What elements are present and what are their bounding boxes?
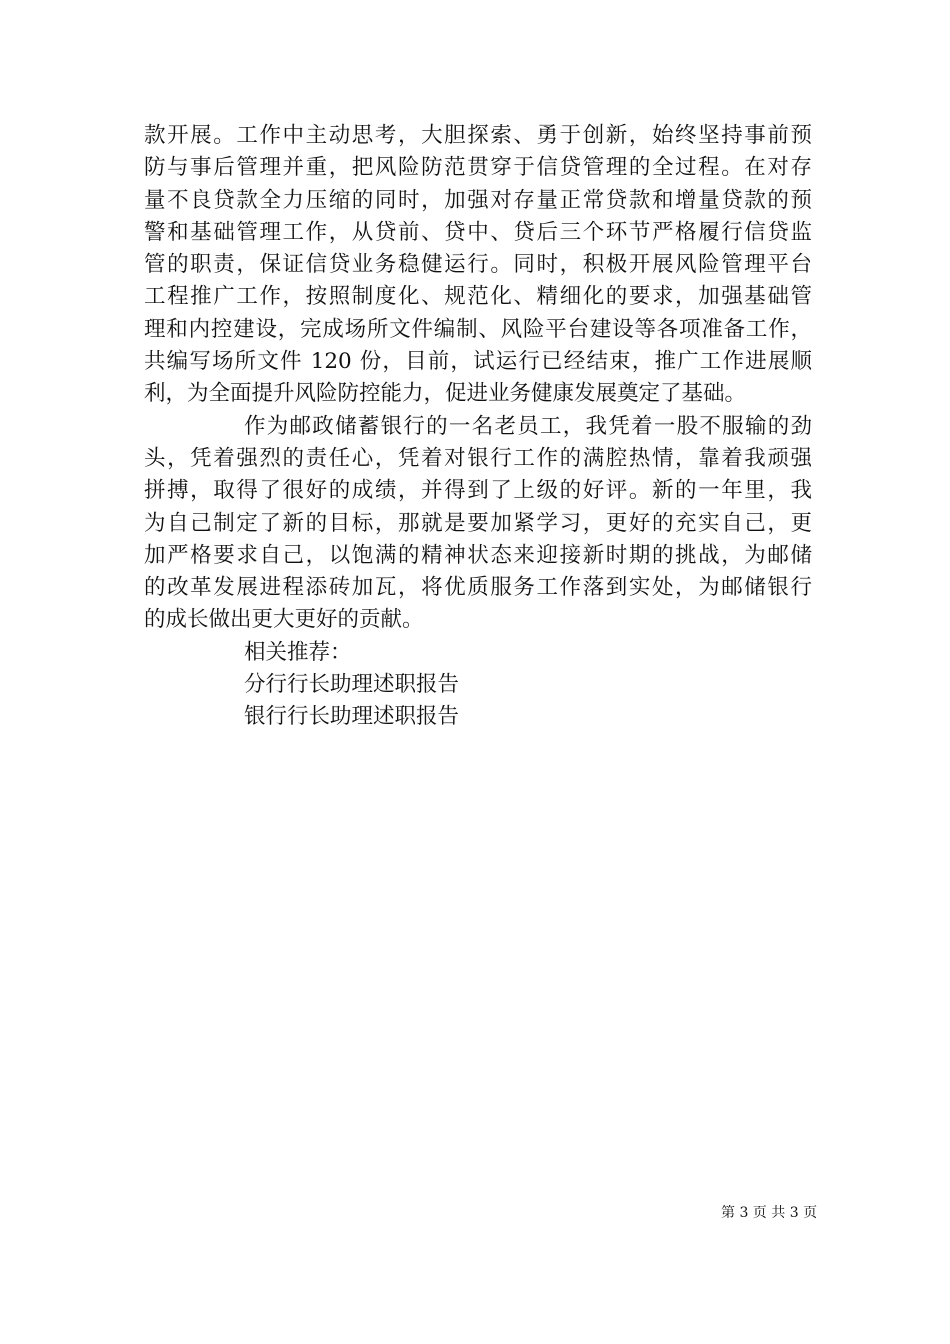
- text-line: 加严格要求自己，以饱满的精神状态来迎接新时期的挑战，为邮储: [144, 542, 812, 568]
- page-indicator: 第 3 页 共 3 页: [721, 1205, 818, 1221]
- text-line: 共编写场所文件 120 份，目前，试运行已经结束，推广工作进展顺: [144, 349, 812, 375]
- related-link-bank-assistant[interactable]: 银行行长助理述职报告: [244, 704, 460, 730]
- paragraph-conclusion: [144, 411, 812, 637]
- text-line: 的成长做出更大更好的贡献。: [144, 607, 424, 633]
- text-line: 警和基础管理工作，从贷前、贷中、贷后三个环节严格履行信贷监: [144, 219, 812, 245]
- text-line: 量不良贷款全力压缩的同时，加强对存量正常贷款和增量贷款的预: [144, 187, 812, 213]
- related-heading: 相关推荐：: [244, 639, 352, 665]
- text-line: 管的职责，保证信贷业务稳健运行。同时，积极开展风险管理平台: [144, 252, 812, 278]
- text-line: 利，为全面提升风险防控能力，促进业务健康发展奠定了基础。: [144, 381, 747, 407]
- text-line: 拼搏，取得了很好的成绩，并得到了上级的好评。新的一年里，我: [144, 478, 812, 504]
- text-line: 工程推广工作，按照制度化、规范化、精细化的要求，加强基础管: [144, 284, 812, 310]
- paragraph-risk-management: [144, 120, 812, 411]
- text-line: 头，凭着强烈的责任心，凭着对银行工作的满腔热情，靠着我顽强: [144, 445, 812, 471]
- document-body: [144, 120, 812, 734]
- related-link-branch-assistant[interactable]: 分行行长助理述职报告: [244, 672, 460, 698]
- text-line: 防与事后管理并重，把风险防范贯穿于信贷管理的全过程。在对存: [144, 155, 812, 181]
- text-line: 理和内控建设，完成场所文件编制、风险平台建设等各项准备工作，: [144, 316, 812, 342]
- text-line: 作为邮政储蓄银行的一名老员工，我凭着一股不服输的劲: [244, 413, 812, 439]
- related-recommendations: [144, 637, 812, 734]
- text-line: 的改革发展进程添砖加瓦，将优质服务工作落到实处，为邮储银行: [144, 575, 812, 601]
- text-line: 款开展。工作中主动思考，大胆探索、勇于创新，始终坚持事前预: [144, 123, 812, 148]
- text-line: 为自己制定了新的目标，那就是要加紧学习，更好的充实自己，更: [144, 510, 812, 536]
